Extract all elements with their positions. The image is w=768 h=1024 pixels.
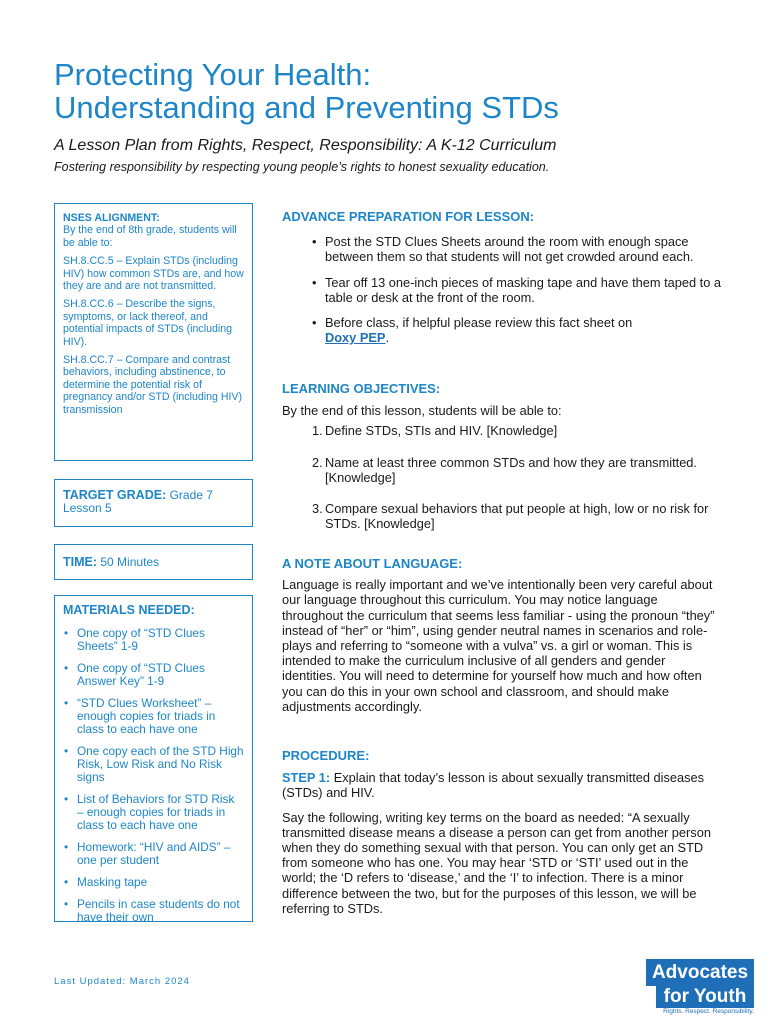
list-item: • “STD Clues Worksheet” – enough copies for triads in class to each have one [63,697,244,736]
doxy-pep-link[interactable]: Doxy PEP [325,330,386,346]
logo-line-1: Advocates [646,959,754,986]
list-item [282,501,722,531]
list-item: • Masking tape [63,876,244,889]
list-item: • Post the STD Clues Sheets around the room with enough space between them so that students will not get crowded around each. [282,234,722,264]
target-grade-box [54,479,253,527]
time-box [54,544,253,580]
subtitle: A Lesson Plan from Rights, Respect, Responsibility: A K-12 Curriculum [54,137,557,154]
objectives-intro: By the end of this lesson, students will be able to: [282,403,562,419]
nses-standard: SH.8.CC.6 – Describe the signs, symptoms, or lack thereof, and potential impacts of STDs (including HIV). [63,298,232,348]
nses-alignment-box [54,203,253,461]
section-heading: ADVANCE PREPARATION FOR LESSON: [282,209,535,224]
item-number: 3. [312,501,323,517]
last-updated: Last Updated: March 2024 [54,976,190,987]
period-text: . [385,330,390,346]
list-item: • One copy of “STD Clues Sheets” 1-9 [63,627,244,653]
item-number: 2. [312,454,323,470]
tagline: Fostering responsibility by respecting young people’s rights to honest sexuality education. [54,160,550,174]
learning-objectives-section [282,381,722,547]
item-text: Name at least three common STDs and how they are transmitted. [Knowledge] [325,454,697,485]
item-number: 1. [312,423,323,439]
procedure-paragraph: Say the following, writing key terms on the board as needed: “A sexually transmitted disease means a disease a person can get from another person when they do something sexual with that person. You can only get an STD from someone who has one. You may hear ‘STD or ‘STI’ used out in the world; the ‘D refers to ‘disease,’ and the ‘I’ to infection. There is a minor difference between the two, but for the purposes of this lesson, we will be referring to STDs. [282,809,711,916]
advance-prep-list [282,234,722,345]
logo-tagline: Rights. Respect. Responsibility. [663,1008,754,1015]
objectives-list [282,423,722,531]
advance-prep-section [282,209,722,355]
step-label: STEP 1: [282,770,331,786]
item-text: Compare sexual behaviors that put people at high, low or no risk for STDs. [Knowledge] [325,501,709,532]
logo-line-2: for Youth [656,986,754,1008]
nses-heading: NSES ALIGNMENT: [63,212,160,224]
time-value: 50 Minutes [100,555,160,569]
page-title [54,58,734,124]
target-grade-label: TARGET GRADE: [63,488,167,502]
item-text: Define STDs, STIs and HIV. [Knowledge] [325,423,558,439]
language-note-section [282,556,722,714]
title-line-1: Protecting Your Health: [54,57,372,92]
language-note-text: Language is really important and we’ve intentionally been very careful about our language throughout this curriculum. You may notice language throughout the curriculum that seems less familiar - using the pronoun “they” instead of “her” or “him”, using gender neutral names in scenarios and role-plays and referring to “someone with a vulva” vs. a girl or woman. This is intended to make the curriculum inclusive of all genders and gender identities. You will need to determine for yourself how much and how often you can do this in your own school and classroom, and should make adjustments accordingly. [282,577,715,714]
procedure-section [282,748,722,916]
materials-box [54,595,253,922]
lesson-number: Lesson 5 [63,501,112,515]
list-item [282,423,722,438]
nses-standard: SH.8.CC.5 – Explain STDs (including HIV) how common STDs are, and how they are and are not transmitted. [63,255,244,293]
nses-standard: SH.8.CC.7 – Compare and contrast behaviors, including abstinence, to determine the potential risk of pregnancy and/or STD (including HIV) transmission [63,354,243,416]
list-item: • Homework: “HIV and AIDS” – one per student [63,841,244,867]
list-item: • List of Behaviors for STD Risk – enough copies for triads in class to each have one [63,793,244,832]
nses-intro: By the end of 8th grade, students will be able to: [63,224,237,249]
advocates-for-youth-logo [646,959,754,1017]
section-heading: A NOTE ABOUT LANGUAGE: [282,556,463,571]
step-1 [282,770,722,800]
section-heading: LEARNING OBJECTIVES: [282,381,441,396]
title-line-2: Understanding and Preventing STDs [54,90,559,125]
materials-list [63,627,244,924]
fact-sheet-text: Before class, if helpful please review this fact sheet on [325,315,633,331]
list-item: • Tear off 13 one-inch pieces of masking tape and have them taped to a table or desk at the front of the room. [282,275,722,305]
list-item: • One copy of “STD Clues Answer Key” 1-9 [63,662,244,688]
section-heading: PROCEDURE: [282,748,370,763]
time-label: TIME: [63,555,98,569]
list-item: • One copy each of the STD High Risk, Low Risk and No Risk signs [63,745,244,784]
step-text: Explain that today’s lesson is about sexually transmitted diseases (STDs) and HIV. [282,770,705,801]
materials-heading: MATERIALS NEEDED: [63,603,195,617]
target-grade-value: Grade 7 [169,488,213,502]
list-item: • Pencils in case students do not have their own [63,898,244,924]
list-item [282,315,722,345]
list-item [282,455,722,485]
